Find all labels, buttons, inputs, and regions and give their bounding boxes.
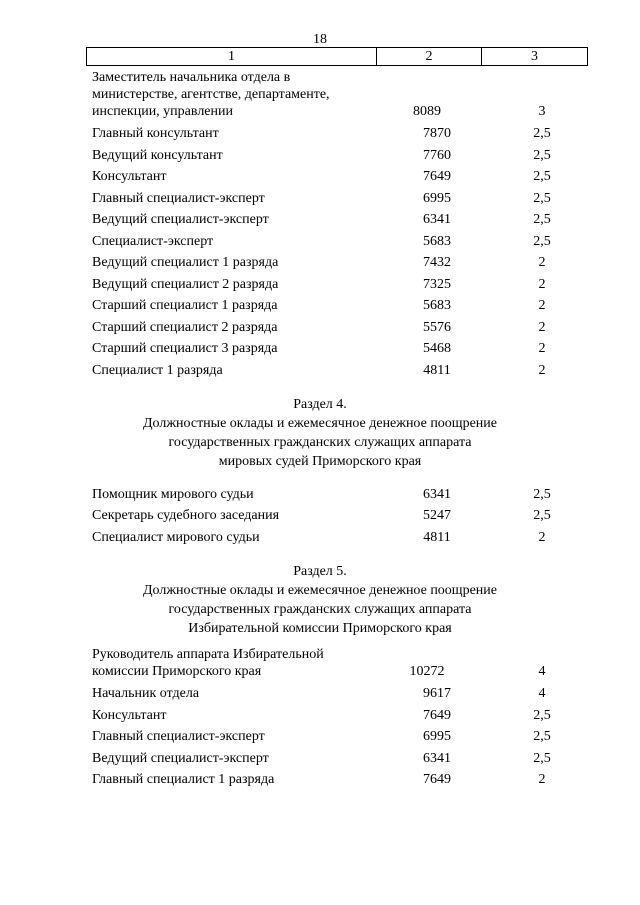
row-name: Главный специалист-эксперт xyxy=(92,729,265,744)
row-coef: 4 xyxy=(538,664,546,679)
table-row xyxy=(92,702,592,724)
page-number: 18 xyxy=(313,32,327,47)
row-name: Главный специалист 1 разряда xyxy=(92,772,275,787)
row-coef: 2 xyxy=(538,341,546,356)
row-name: Руководитель аппарата Избирательной комиссии Приморского края xyxy=(92,647,324,679)
section5-title-line: государственных гражданских служащих аппарата xyxy=(168,602,472,617)
header-col-1: 1 xyxy=(87,48,377,65)
row-coef: 2,5 xyxy=(533,750,551,766)
row-coef: 2,5 xyxy=(533,126,551,141)
table-row xyxy=(92,745,592,767)
section4-title-line: мировых судей Приморского края xyxy=(218,454,422,469)
row-name: Старший специалист 3 разряда xyxy=(92,341,278,356)
table-row xyxy=(92,293,592,315)
header-col-2: 2 xyxy=(377,48,482,65)
row-name: Ведущий специалист-эксперт xyxy=(92,750,269,766)
row-name: Специалист 1 разряда xyxy=(92,362,223,378)
row-coef: 4 xyxy=(538,686,546,701)
row-salary: 5683 xyxy=(423,233,451,249)
section4-title-line: государственных гражданских служащих аппарата xyxy=(168,435,472,450)
block1-table xyxy=(92,68,592,379)
row-salary: 5576 xyxy=(423,319,451,335)
table-header xyxy=(86,47,588,66)
row-salary: 7432 xyxy=(423,255,451,270)
table-row xyxy=(92,142,592,164)
row-salary: 5468 xyxy=(423,341,451,356)
row-coef: 2,5 xyxy=(533,707,551,723)
row-name: Консультант xyxy=(92,707,167,723)
row-coef: 2 xyxy=(538,362,546,378)
row-salary: 5683 xyxy=(423,298,451,313)
row-coef: 2 xyxy=(538,529,546,545)
section4-title xyxy=(0,395,640,471)
row-salary: 4811 xyxy=(423,529,451,545)
row-salary: 7649 xyxy=(423,772,451,787)
section5-table xyxy=(92,644,592,788)
row-name: Специалист-эксперт xyxy=(92,233,214,249)
table-row xyxy=(92,314,592,336)
row-name: Начальник отдела xyxy=(92,686,200,701)
row-name: Помощник мирового судьи xyxy=(92,486,254,502)
row-coef: 2,5 xyxy=(533,233,551,249)
table-row xyxy=(92,503,592,525)
row-name: Главный консультант xyxy=(92,126,219,141)
row-coef: 3 xyxy=(538,104,546,119)
row-coef: 2,5 xyxy=(533,147,551,163)
table-row xyxy=(92,250,592,272)
header-col-3: 3 xyxy=(531,49,538,64)
row-coef: 2,5 xyxy=(533,486,551,502)
row-salary: 6341 xyxy=(423,750,451,766)
row-salary: 7649 xyxy=(423,169,451,184)
section4-title-line: Раздел 4. xyxy=(293,397,347,412)
table-row xyxy=(92,120,592,142)
table-row xyxy=(92,228,592,250)
row-coef: 2,5 xyxy=(533,508,551,523)
row-name: Заместитель начальника отдела в министерстве, агентстве, департаменте, инспекции, управлении xyxy=(92,70,330,119)
table-row xyxy=(92,680,592,702)
row-salary: 6341 xyxy=(423,212,451,227)
row-name: Главный специалист-эксперт xyxy=(92,190,265,206)
row-coef: 2,5 xyxy=(533,212,551,227)
table-row xyxy=(92,207,592,229)
row-salary: 7649 xyxy=(423,707,451,723)
row-name: Секретарь судебного заседания xyxy=(92,508,280,523)
section4-title-line: Должностные оклады и ежемесячное денежное поощрение xyxy=(142,416,498,431)
row-coef: 2,5 xyxy=(533,169,551,184)
table-row xyxy=(92,644,592,680)
section5-title-line: Раздел 5. xyxy=(293,564,347,579)
section5-title-line: Избирательной комиссии Приморского края xyxy=(188,621,452,636)
row-coef: 2,5 xyxy=(533,729,551,744)
row-coef: 2 xyxy=(538,298,546,313)
section5-title-line: Должностные оклады и ежемесячное денежное поощрение xyxy=(142,583,498,598)
table-row xyxy=(92,68,592,120)
row-name: Старший специалист 1 разряда xyxy=(92,298,278,313)
row-salary: 4811 xyxy=(423,362,451,378)
table-row xyxy=(92,481,592,503)
section4-table xyxy=(92,481,592,546)
row-salary: 10272 xyxy=(409,664,445,679)
table-row xyxy=(92,724,592,746)
row-name: Старший специалист 2 разряда xyxy=(92,319,278,335)
row-salary: 5247 xyxy=(423,508,451,523)
row-coef: 2 xyxy=(538,319,546,335)
row-salary: 7870 xyxy=(423,126,451,141)
table-row xyxy=(92,271,592,293)
row-coef: 2 xyxy=(538,772,546,787)
table-row xyxy=(92,357,592,379)
row-name: Ведущий специалист 2 разряда xyxy=(92,276,279,292)
row-salary: 6995 xyxy=(423,190,451,206)
row-name: Специалист мирового судьи xyxy=(92,529,260,545)
row-salary: 7760 xyxy=(423,147,451,163)
section5-title xyxy=(0,562,640,638)
row-salary: 8089 xyxy=(413,104,441,119)
row-name: Ведущий специалист 1 разряда xyxy=(92,255,279,270)
row-coef: 2,5 xyxy=(533,190,551,206)
row-salary: 7325 xyxy=(423,276,451,292)
row-salary: 6995 xyxy=(423,729,451,744)
row-name: Ведущий консультант xyxy=(92,147,223,163)
table-row xyxy=(92,185,592,207)
table-row xyxy=(92,164,592,186)
row-salary: 9617 xyxy=(423,686,451,701)
table-row xyxy=(92,767,592,789)
row-name: Ведущий специалист-эксперт xyxy=(92,212,269,227)
row-coef: 2 xyxy=(538,255,546,270)
table-row xyxy=(92,336,592,358)
row-name: Консультант xyxy=(92,169,167,184)
row-coef: 2 xyxy=(538,276,546,292)
row-salary: 6341 xyxy=(423,486,451,502)
table-row xyxy=(92,524,592,546)
